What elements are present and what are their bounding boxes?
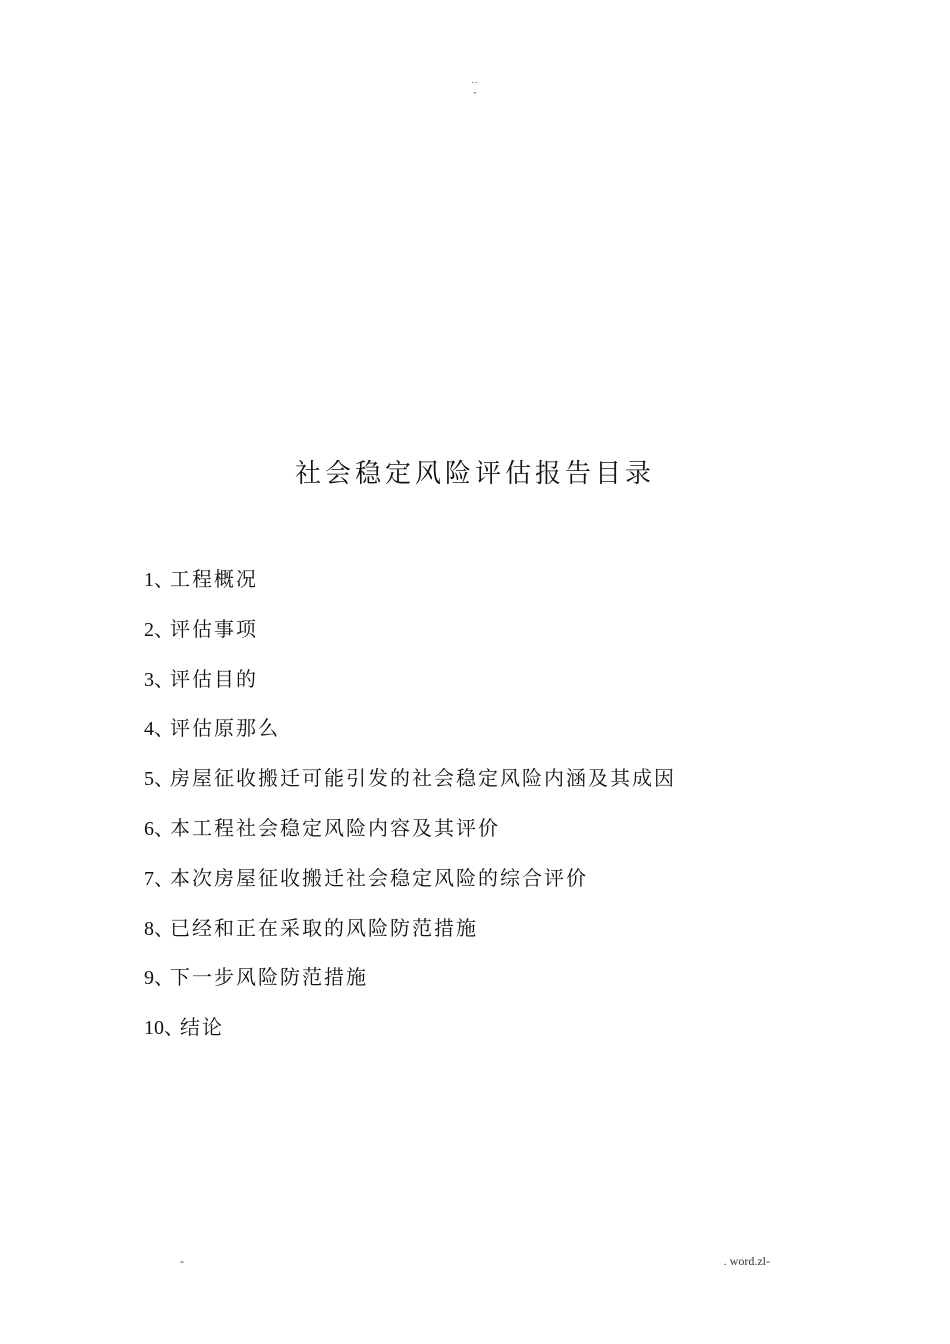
toc-item-number: 2	[144, 618, 154, 641]
toc-item-text: 房屋征收搬迁可能引发的社会稳定风险内涵及其成因	[170, 766, 676, 791]
toc-item-separator: 、	[154, 815, 176, 840]
toc-item-separator: 、	[154, 567, 176, 591]
toc-item-separator: 、	[154, 865, 176, 890]
toc-item-separator: 、	[154, 965, 176, 990]
toc-item-7	[144, 862, 904, 912]
toc-item-4	[144, 712, 904, 762]
toc-item-text: 已经和正在采取的风险防范措施	[170, 915, 478, 940]
toc-item-9	[144, 961, 904, 1011]
document-title: 社会稳定风险评估报告目录	[294, 459, 655, 489]
toc-item-text: 本工程社会稳定风险内容及其评价	[170, 815, 500, 840]
toc-item-separator: 、	[164, 1015, 186, 1040]
toc-item-5	[144, 762, 904, 812]
toc-item-text: 评估事项	[170, 616, 258, 641]
toc-item-separator: 、	[154, 716, 176, 741]
footer-right-mark: . word.zl-	[723, 1254, 770, 1268]
toc-item-number: 3	[144, 668, 154, 691]
footer-left-mark: -	[180, 1254, 184, 1268]
toc-item-number: 10	[144, 1017, 164, 1040]
toc-item-1	[144, 563, 904, 613]
toc-item-number: 4	[144, 718, 154, 741]
toc-item-text: 评估原那么	[170, 716, 280, 741]
header-bottom-mark: -	[473, 87, 477, 97]
toc-item-separator: 、	[154, 666, 176, 691]
toc-item-number: 1	[144, 569, 154, 591]
toc-item-3	[144, 663, 904, 713]
toc-item-10	[144, 1011, 904, 1061]
toc-item-number: 5	[144, 768, 154, 791]
toc-item-6	[144, 812, 904, 862]
toc-item-separator: 、	[154, 766, 176, 791]
toc-item-number: 6	[144, 817, 154, 840]
toc-item-text: 本次房屋征收搬迁社会稳定风险的综合评价	[170, 865, 588, 890]
table-of-contents	[144, 563, 904, 1061]
toc-item-text: 评估目的	[170, 666, 258, 691]
toc-item-separator: 、	[154, 915, 176, 940]
toc-item-separator: 、	[154, 616, 176, 641]
toc-item-2	[144, 613, 904, 663]
toc-item-8	[144, 912, 904, 962]
toc-item-number: 7	[144, 867, 154, 890]
header-top-mark: ..	[471, 75, 479, 85]
toc-item-number: 8	[144, 917, 154, 940]
toc-item-text: 工程概况	[170, 567, 258, 591]
toc-item-text: 下一步风险防范措施	[170, 965, 368, 990]
toc-item-number: 9	[144, 967, 154, 990]
toc-item-text: 结论	[180, 1015, 224, 1040]
